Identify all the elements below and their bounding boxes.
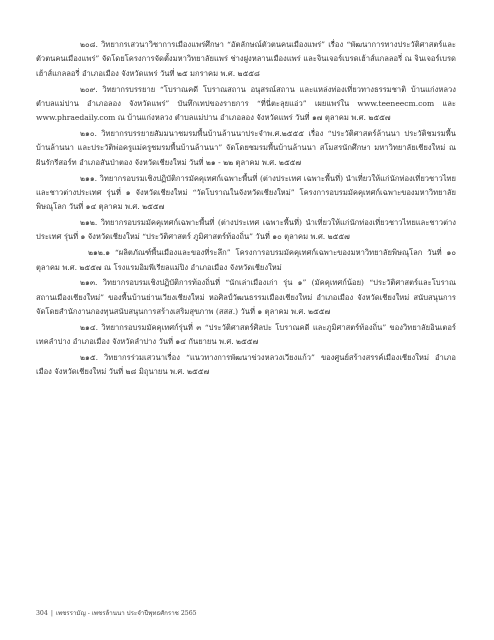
page-number: 304 xyxy=(36,610,48,617)
list-item: ๒๑๑. วิทยากรอบรมเชิงปฏิบัติการมัคคุเทศก์เฉพาะพื้นที่ (ต่างประเทศ เฉพาะพื้นที่) นำเที่ยวให้แก่นักท่องเที่ยวชาวไทยและชาวต่างประเทศ รุ่นที่ ๑ จังหวัดเชียงใหม่ “วัดโบราณในจังหวัดเชียงใหม่” โครงการอบรมมัคคุเทศก์เฉพาะของมหาวิทยาลัยพิษณุโลก วันที่ ๑๔ ตุลาคม พ.ศ. ๒๕๕๗ xyxy=(36,173,456,212)
list-sub-item: ๒๑๒.๑ “ผลิตภัณฑ์พื้นเมืองและของที่ระลึก” โครงการอบรมมัคคุเทศก์เฉพาะของมหาวิทยาลัยพิษณุโลก วันที่ ๑๐ ตุลาคม พ.ศ. ๒๕๕๗ ณ โรงแรมอิมพีเรียลแม่ปิง อำเภอเมือง จังหวัดเชียงใหม่ xyxy=(36,248,456,272)
list-item: ๒๑๒. วิทยากรอบรมมัคคุเทศก์เฉพาะพื้นที่ (ต่างประเทศ เฉพาะพื้นที่) นำเที่ยวให้แก่นักท่องเที่ยวชาวไทยและชาวต่างประเทศ รุ่นที่ ๑ จังหวัดเชียงใหม่ “ประวัติศาสตร์ ภูมิศาสตร์ท้องถิ่น” วันที่ ๑๐ ตุลาคม พ.ศ. ๒๕๕๗ xyxy=(36,218,456,242)
list-item: ๒๐๘. วิทยากรเสวนาวิชาการเมืองแพร่ศึกษา “อัตลักษณ์ตัวตนคนเมืองแพร่” เรื่อง “พัฒนาการทางประวัติศาสตร์และตัวตนคนเมืองแพร่” จัดโดยโครงการจัดตั้งมหาวิทยาลัยแพร่ ช่างฝูงหลานเมืองแพร่ และจินเจอร์เบรดเฮ้าส์แกลลอรี่ ณ จินเจอร์เบรดเฮ้าส์แกลลอรี่ อำเภอเมือง จังหวัดแพร่ วันที่ ๒๕ มกราคม พ.ศ. ๒๕๕๘ xyxy=(36,40,456,78)
list-item: ๒๑๕. วิทยากรร่วมเสวนาเรื่อง “แนวทางการพัฒนาข่วงหลวงเวียงแก้ว” ของศูนย์สร้างสรรค์เมืองเชียงใหม่ อำเภอเมือง จังหวัดเชียงใหม่ วันที่ ๒๘ มิถุนายน พ.ศ. ๒๕๕๗ xyxy=(36,352,456,377)
page-footer xyxy=(36,608,456,618)
list-item: ๒๐๙. วิทยากรบรรยาย “โบราณคดี โบราณสถาน อนุสรณ์สถาน และแหล่งท่องเที่ยวทางธรรมชาติ บ้านแก่งหลวง ตำบลแม่ปาน อำเภอลอง จังหวัดแพร่” บันทึกเทปของรายการ “ที่นี่ตะลุยแอ่ว” เผยแพร่ใน www.teeneecm.com และ www.phraedaily.com ณ บ้านแก่งหลวง ตำบลแม่ปาน อำเภอลอง จังหวัดแพร่ วันที่ ๑๗ ตุลาคม พ.ศ. ๒๕๕๗ xyxy=(36,84,456,123)
list-item: ๒๑๓. วิทยากรอบรมเชิงปฏิบัติการท้องถิ่นที่ “นักเล่าเมืองเก่า รุ่น ๑” (มัคคุเทศก์น้อย) “ประวัติศาสตร์และโบราณสถานเมืองเชียงใหม่” ของพื้นบ้านย่านเวียงเชียงใหม่ หอศิลป์วัฒนธรรมเมืองเชียงใหม่ อำเภอเมือง จังหวัดเชียงใหม่ สนับสนุนการจัดโดยสำนักงานกองทุนสนับสนุนการสร้างเสริมสุขภาพ (สสส.) วันที่ ๑ ตุลาคม พ.ศ. ๒๕๕๗ xyxy=(36,278,456,317)
body-text xyxy=(36,38,456,381)
publication-title: เพชรรามัญ - เพชรล้านนา ประจำปีพุทธศักราช 2565 xyxy=(55,610,197,617)
list-item: ๒๑๔. วิทยากรอบรมมัคคุเทศก์รุ่นที่ ๓ “ประวัติศาสตร์ศิลปะ โบราณคดี และภูมิศาสตร์ท้องถิ่น” ของวิทยาลัยอินเตอร์เทคลำปาง อำเภอเมือง จังหวัดลำปาง วันที่ ๑๔ กันยายน พ.ศ. ๒๕๕๗ xyxy=(36,322,456,347)
footer-separator: | xyxy=(50,610,53,617)
list-item: ๒๑๐. วิทยากรบรรยายสัมมนาชมรมพื้นบ้านล้านนาประจำพ.ศ.๒๕๕๕ เรื่อง “ประวัติศาสตร์ล้านนา ประวัติชมรมพื้นบ้านล้านนา และประวัติพ่อครูแม่ครูชมรมพื้นบ้านล้านนา” จัดโดยชมรมพื้นบ้านล้านนา สโมสรนักศึกษา มหาวิทยาลัยเชียงใหม่ ณ ฝันรักรีสอร์ท อำเภอสันป่าตอง จังหวัดเชียงใหม่ วันที่ ๒๑ - ๒๒ ตุลาคม พ.ศ. ๒๕๕๗ xyxy=(36,129,456,167)
